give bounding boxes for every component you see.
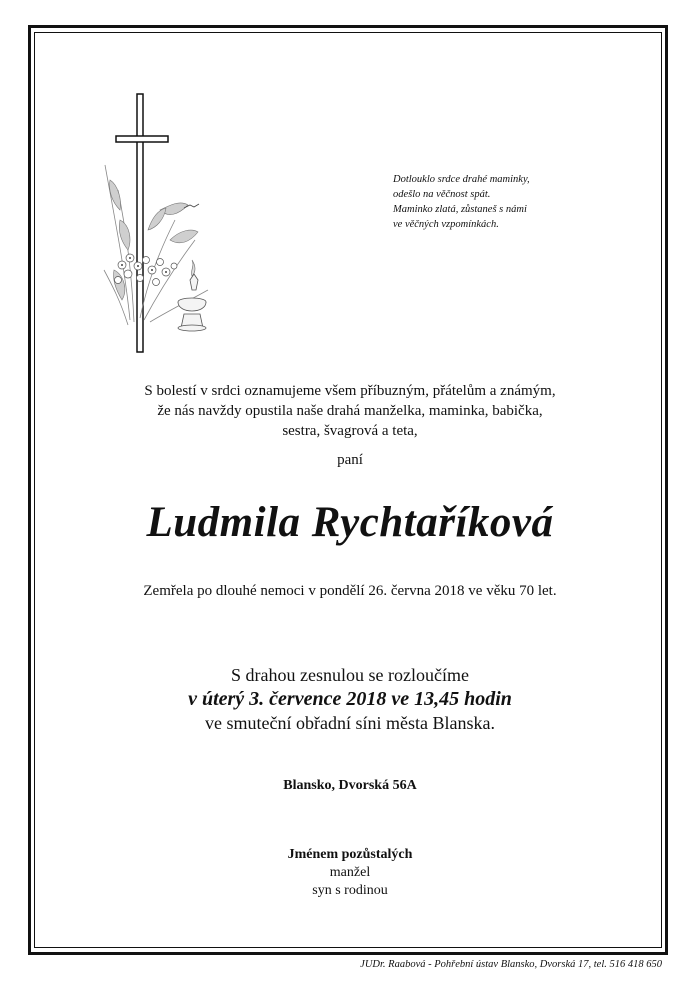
- farewell-place: ve smuteční obřadní síni města Blanska.: [205, 713, 495, 733]
- survivor-member: syn s rodinou: [312, 883, 388, 898]
- verse-line: odešlo na věčnost spát.: [393, 189, 491, 200]
- announcement-line: sestra, švagrová a teta,: [282, 423, 418, 439]
- announcement-text: [60, 381, 640, 441]
- farewell-intro: S drahou zesnulou se rozloučíme: [231, 665, 469, 685]
- announcement-line: že nás navždy opustila naše drahá manželka, maminka, babička,: [157, 403, 543, 419]
- survivors-block: [40, 846, 660, 900]
- death-notice: Zemřela po dlouhé nemoci v pondělí 26. června 2018 ve věku 70 let.: [143, 583, 557, 599]
- survivors-lead: Jménem pozůstalých: [287, 847, 413, 862]
- farewell-datetime: v úterý 3. července 2018 ve 13,45 hodin: [188, 688, 512, 710]
- verse-line: Dotlouklo srdce drahé maminky,: [393, 174, 530, 185]
- memorial-verse: [393, 172, 653, 232]
- announcement-line: S bolestí v srdci oznamujeme všem příbuzným, přátelům a známým,: [144, 383, 556, 399]
- cross-with-flowers-and-lamp-icon: [100, 90, 230, 355]
- funeral-home-footer: JUDr. Raabová - Pohřební ústav Blansko, Dvorská 17, tel. 516 418 650: [360, 959, 662, 970]
- family-address: Blansko, Dvorská 56A: [283, 778, 417, 793]
- farewell-block: [40, 663, 660, 735]
- title-word: paní: [337, 452, 363, 468]
- survivor-member: manžel: [329, 865, 371, 880]
- verse-line: ve věčných vzpomínkách.: [393, 219, 499, 230]
- verse-line: Maminko zlatá, zůstaneš s námi: [393, 204, 527, 215]
- deceased-name: Ludmila Rychtaříková: [146, 499, 554, 546]
